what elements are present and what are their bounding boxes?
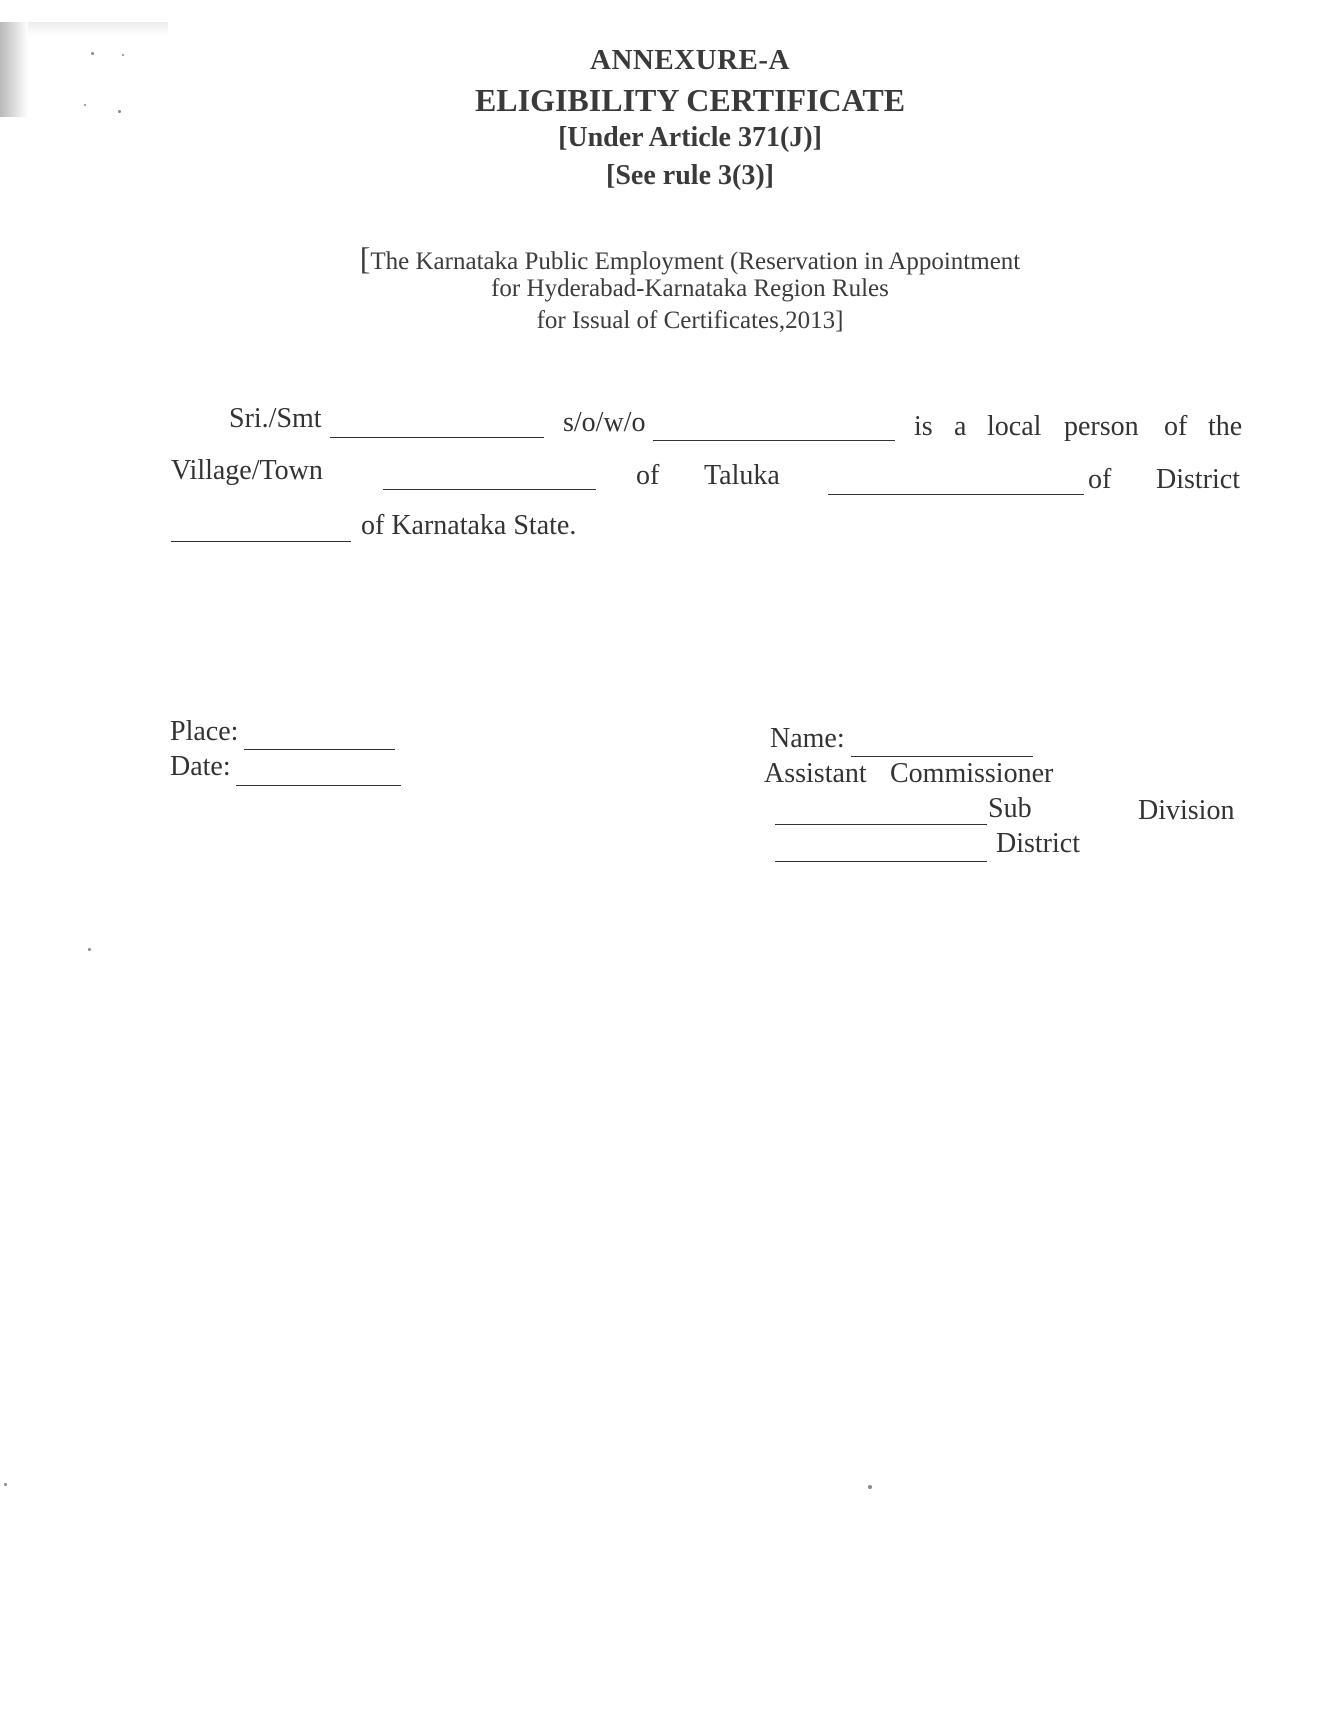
date-label: Date: bbox=[170, 751, 231, 782]
local-word-a: a bbox=[954, 411, 967, 442]
sri-smt-label: Sri./Smt bbox=[229, 403, 322, 434]
district-blank bbox=[171, 541, 351, 542]
footer-district-blank bbox=[775, 861, 987, 862]
rules-open-bracket: [ bbox=[359, 240, 371, 276]
of-label-1: of bbox=[636, 460, 660, 491]
taluka-label: Taluka bbox=[704, 460, 780, 491]
rules-reference-line-1 bbox=[0, 240, 1325, 277]
division-label: Division bbox=[1138, 795, 1235, 826]
sub-label: Sub bbox=[988, 793, 1032, 824]
scan-speck bbox=[4, 1483, 7, 1486]
local-word-of: of bbox=[1164, 411, 1188, 442]
local-word-is: is bbox=[914, 411, 933, 442]
name-label: Name: bbox=[770, 723, 845, 754]
district-label: District bbox=[1156, 464, 1240, 495]
rule-reference: [See rule 3(3)] bbox=[606, 160, 774, 191]
of-label-2: of bbox=[1088, 464, 1112, 495]
article-reference: [Under Article 371(J)] bbox=[558, 122, 822, 153]
certificate-title: ELIGIBILITY CERTIFICATE bbox=[474, 82, 906, 118]
name-blank bbox=[330, 437, 544, 438]
scan-speck bbox=[868, 1485, 872, 1489]
rules-reference-line-3: for Issual of Certificates,2013] bbox=[536, 307, 844, 334]
local-word-the: the bbox=[1208, 411, 1243, 442]
taluka-blank bbox=[828, 494, 1084, 495]
designation-assistant: Assistant bbox=[764, 758, 867, 789]
footer-district-label: District bbox=[996, 828, 1080, 859]
rules-line-1-text: The Karnataka Public Employment (Reservation in Appointment bbox=[370, 248, 1021, 275]
rules-reference-line-2: for Hyderabad-Karnataka Region Rules bbox=[491, 275, 889, 302]
village-town-blank bbox=[383, 489, 596, 490]
karnataka-state-text: of Karnataka State. bbox=[361, 510, 577, 541]
officer-name-blank bbox=[851, 756, 1033, 757]
local-word-person: person bbox=[1064, 411, 1139, 442]
place-label: Place: bbox=[170, 716, 239, 747]
scan-speck bbox=[88, 948, 91, 951]
annexure-heading: ANNEXURE-A bbox=[590, 44, 790, 76]
sowo-label: s/o/w/o bbox=[563, 407, 646, 438]
date-blank bbox=[236, 785, 401, 786]
local-word-local: local bbox=[987, 411, 1042, 442]
sub-division-blank bbox=[775, 824, 987, 825]
parent-name-blank bbox=[653, 440, 895, 441]
scan-top-shadow bbox=[28, 22, 168, 36]
designation-commissioner: Commissioner bbox=[890, 758, 1054, 789]
village-town-label: Village/Town bbox=[171, 455, 323, 486]
place-blank bbox=[244, 749, 395, 750]
